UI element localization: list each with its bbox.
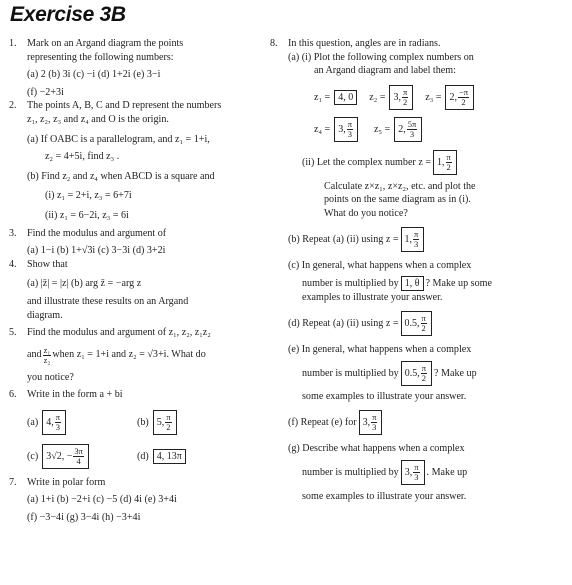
question-text: The points A, B, C and D represent the numbers	[27, 100, 222, 112]
polar-modulus: 1,	[404, 234, 413, 246]
polar-modulus: 3,	[338, 124, 346, 136]
question-number: 3.	[9, 227, 17, 239]
question-text: . Make up	[426, 466, 468, 478]
fraction-numerator: π	[347, 119, 353, 130]
question-part-f	[288, 410, 570, 436]
fraction-numerator: π	[372, 412, 377, 423]
polar-modulus: 1,	[437, 157, 445, 169]
question-part-a: (a) If OABC is a parallelogram, and z₁ = 1+i,	[27, 133, 210, 145]
question-parts: (a) |z̄| = |z| (b) arg z̄ = −arg z	[27, 278, 142, 290]
question-text: ? Make up	[434, 367, 477, 379]
question-text: Mark on an Argand diagram the points	[27, 38, 184, 49]
question-text: Show that	[27, 258, 68, 270]
question-text: (ii) Let the complex number z =	[302, 156, 432, 168]
question-parts: (f) −3−4i (g) 3−4i (h) −3+4i	[27, 512, 141, 524]
z3-label: z₃ =	[425, 91, 442, 103]
fraction-numerator: π	[166, 412, 171, 423]
question-text: some examples to illustrate your answer.	[302, 391, 467, 403]
polar-modulus: 2,	[398, 124, 406, 136]
question-parts: (a) 1−i (b) 1+√3i (c) 3−3i (d) 3+2i	[27, 245, 166, 257]
question-number: 6.	[9, 389, 17, 401]
fraction-denominator: 3	[414, 239, 419, 250]
fraction-numerator: π	[421, 362, 427, 373]
question-number: 7.	[9, 476, 17, 488]
fraction-numerator: π	[402, 87, 408, 98]
fraction-denominator: 3	[414, 472, 419, 483]
question-number: 1.	[9, 38, 17, 49]
z4-polar	[334, 117, 358, 142]
question-text: Find the modulus and argument of z₁, z₂, z₁z₂	[27, 327, 211, 339]
question-number: 4.	[9, 258, 17, 270]
question-4	[9, 258, 264, 322]
polar-bracket	[153, 410, 177, 435]
fraction-denominator: 2	[446, 162, 451, 173]
question-part-b	[137, 410, 179, 435]
question-text: Write in the form a + bi	[27, 389, 123, 401]
left-column	[9, 37, 264, 525]
question-text: Find the modulus and argument of	[27, 227, 167, 239]
polar-bracket	[401, 311, 432, 336]
polar-bracket: 4, 13π	[153, 449, 186, 464]
polar-bracket: 1, θ	[401, 276, 424, 291]
fraction-numerator: −π	[458, 87, 469, 98]
fraction-denominator: 3	[55, 422, 60, 433]
question-text: Write in polar form	[27, 476, 106, 488]
question-text: number is multiplied by	[302, 277, 399, 289]
question-parts: (f) −2+3i	[27, 86, 64, 98]
question-number: 2.	[9, 100, 17, 112]
question-5	[9, 326, 264, 384]
fraction-denominator: 2	[461, 97, 466, 108]
polar-bracket	[401, 460, 425, 485]
question-text: an Argand diagram and label them:	[314, 65, 456, 77]
question-number: 5.	[9, 327, 17, 339]
fraction-denominator: 2	[421, 372, 426, 383]
z2-label: z₂ =	[369, 91, 386, 103]
z1-label: z₁ =	[314, 91, 331, 103]
question-text: diagram.	[27, 309, 63, 321]
question-part-e: (e) In general, what happens when a complex	[288, 343, 472, 355]
z1-polar: 4, 0	[334, 90, 357, 105]
question-part-c	[27, 444, 137, 469]
question-text: In this question, angles are in radians.	[288, 38, 441, 49]
fraction-denominator: 2	[421, 323, 426, 334]
polar-bracket	[42, 444, 89, 469]
question-part-b: (b) Find z₂ and z₄ when ABCD is a square and	[27, 170, 215, 182]
question-text: representing the following numbers:	[27, 51, 174, 63]
question-text: you notice?	[27, 371, 74, 383]
question-text: and illustrate these results on an Argand	[27, 295, 189, 307]
fraction-numerator: z₁	[43, 344, 51, 355]
fraction-numerator: π	[55, 412, 60, 423]
fraction-denominator: 3	[347, 129, 352, 140]
z2-polar	[389, 85, 413, 110]
question-text: examples to illustrate your answer.	[302, 292, 443, 304]
question-text: ? Make up some	[425, 277, 492, 289]
polar-modulus: 3,	[362, 417, 371, 429]
polar-bracket	[359, 410, 383, 435]
polar-modulus: 0.5,	[404, 367, 420, 379]
question-8	[270, 37, 570, 503]
question-text: What do you notice?	[324, 207, 408, 219]
question-line	[288, 360, 570, 386]
question-part-g: (g) Describe what happens when a complex	[288, 442, 465, 454]
fraction	[43, 346, 52, 365]
question-text: number is multiplied by	[302, 367, 399, 379]
polar-bracket	[401, 361, 432, 386]
z3-polar	[445, 85, 474, 110]
part-label: (a)	[27, 417, 39, 429]
question-part-b-i: (i) z₁ = 2+i, z₃ = 6+7i	[45, 190, 132, 202]
question-part-a-ii	[288, 150, 570, 176]
fraction-denominator: z₂	[43, 354, 51, 365]
question-part-a-cont: z₂ = 4+5i, find z₃ .	[45, 151, 120, 163]
question-text: and	[27, 349, 42, 361]
question-line	[27, 346, 264, 365]
z5-polar	[394, 117, 422, 142]
fraction-numerator: π	[421, 313, 426, 324]
polar-modulus: 3,	[393, 92, 401, 104]
question-7	[9, 476, 264, 525]
question-parts: (a) 1+i (b) −2+i (c) −5 (d) 4i (e) 3+4i	[27, 494, 177, 506]
question-text: some examples to illustrate your answer.	[302, 490, 467, 502]
polar-modulus: 5,	[156, 417, 165, 429]
part-label: (d)	[137, 451, 149, 463]
fraction-numerator: 3π	[74, 446, 83, 457]
polar-modulus: 0.5,	[404, 318, 420, 330]
right-column	[270, 37, 570, 503]
fraction-denominator: 3	[409, 129, 415, 140]
question-part-d	[288, 311, 570, 337]
exercise-title: Exercise 3B	[10, 3, 126, 26]
question-text: (f) Repeat (e) for	[288, 417, 357, 429]
question-line	[288, 460, 570, 486]
question-part-a	[27, 410, 137, 435]
question-text: Calculate z×z₁, z×z₂, etc. and plot the	[324, 180, 476, 192]
fraction-numerator: π	[446, 152, 451, 163]
question-part-b	[288, 227, 570, 253]
question-6	[9, 388, 264, 472]
question-number: 8.	[270, 38, 278, 49]
fraction-denominator: 4	[76, 456, 81, 467]
fraction-numerator: π	[414, 229, 419, 240]
fraction-denominator: 2	[402, 97, 408, 108]
question-text: (d) Repeat (a) (ii) using z =	[288, 317, 399, 329]
polar-modulus: 3√2, −	[46, 451, 73, 463]
z4-label: z₄ =	[314, 123, 331, 135]
question-text: number is multiplied by	[302, 466, 399, 478]
polar-modulus: 3,	[404, 467, 413, 479]
z5-label: z₅ =	[374, 123, 391, 135]
question-3	[9, 227, 264, 258]
question-part-a-i: (a) (i) Plot the following complex numbers on	[288, 51, 474, 63]
question-text: z₁, z₂, z₃ and z₄ and O is the origin.	[27, 113, 169, 125]
part-label: (c)	[27, 451, 39, 463]
question-text: (b) Repeat (a) (ii) using z =	[288, 233, 399, 245]
fraction-denominator: 2	[166, 422, 171, 433]
complex-numbers-row-1	[288, 84, 570, 112]
polar-modulus: 2,	[449, 92, 457, 104]
polar-bracket	[433, 150, 457, 175]
question-1	[9, 37, 264, 99]
fraction-denominator: 3	[372, 422, 377, 433]
question-part-b-ii: (ii) z₁ = 6−2i, z₃ = 6i	[45, 209, 129, 221]
question-parts: (a) 2 (b) 3i (c) −i (d) 1+2i (e) 3−i	[27, 69, 161, 81]
question-part-c: (c) In general, what happens when a complex	[288, 259, 472, 271]
question-line	[288, 276, 570, 291]
part-label: (b)	[137, 417, 149, 429]
polar-bracket	[401, 227, 425, 252]
question-2	[9, 99, 264, 222]
polar-bracket	[42, 410, 66, 435]
complex-numbers-row-2	[288, 116, 570, 144]
question-part-d	[137, 449, 188, 464]
question-text: points on the same diagram as in (i).	[324, 194, 471, 206]
fraction-numerator: 5π	[407, 119, 417, 130]
fraction-numerator: π	[414, 462, 419, 473]
question-text: when z₁ = 1+i and z₂ = √3+i. What do	[52, 349, 206, 361]
polar-modulus: 4,	[46, 417, 54, 429]
